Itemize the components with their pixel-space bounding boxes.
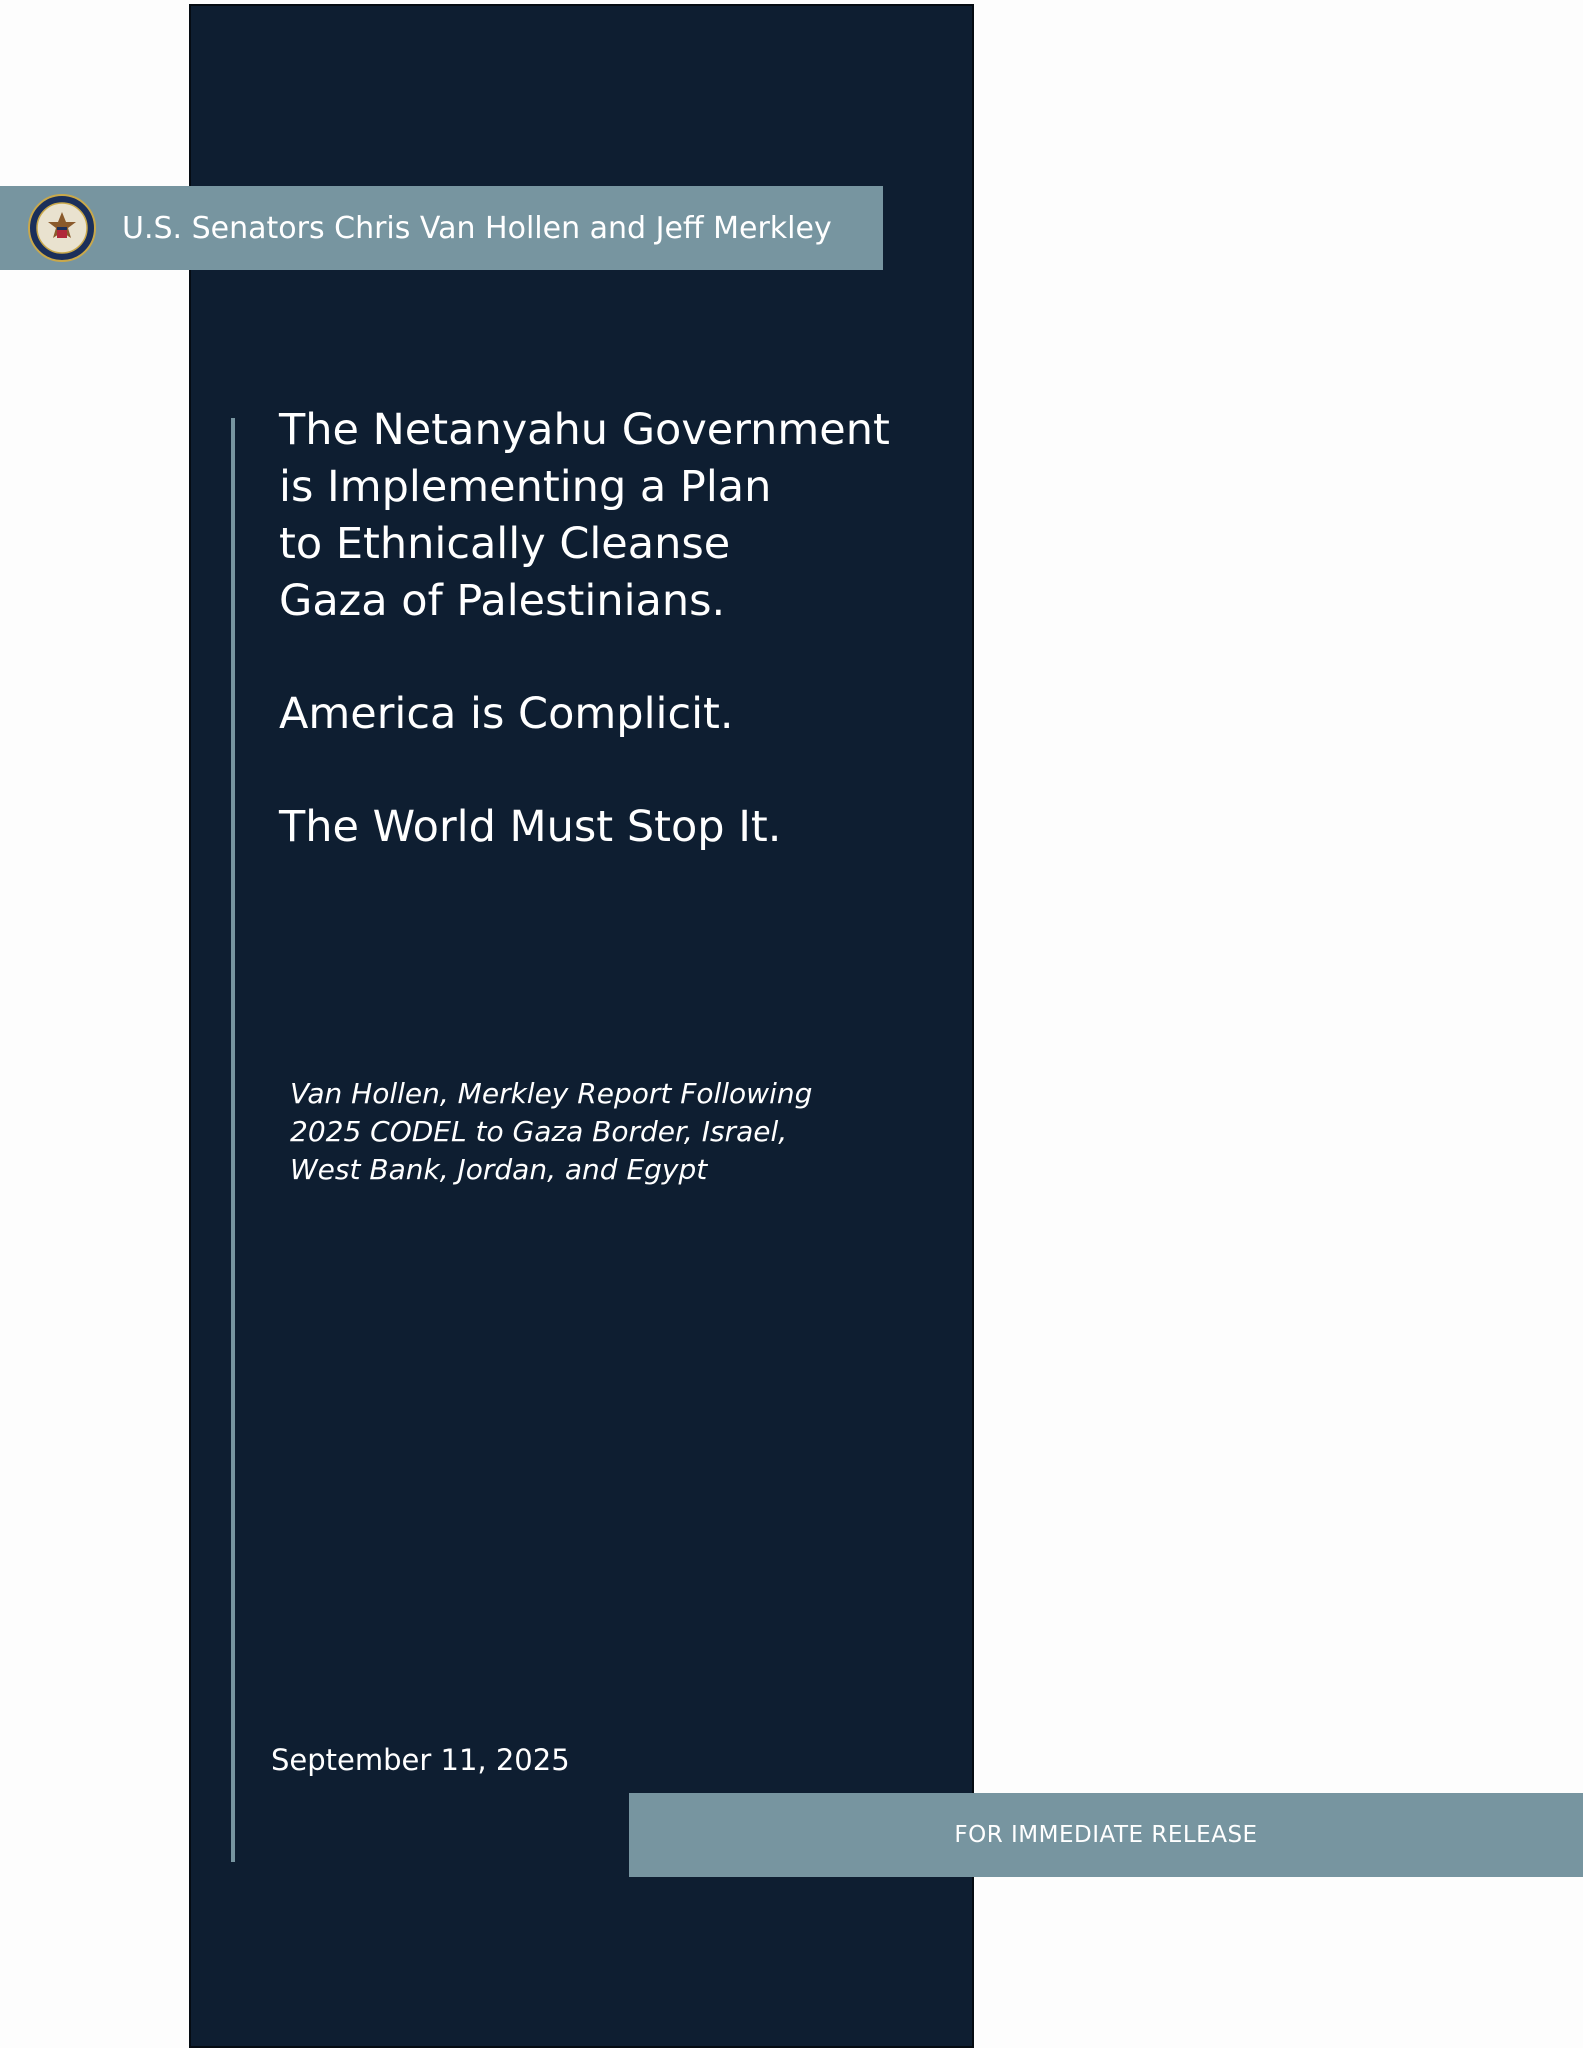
report-date: September 11, 2025 (271, 1743, 570, 1777)
headline-line: The Netanyahu Government (279, 405, 890, 455)
subtitle-line: Van Hollen, Merkley Report Following (290, 1077, 813, 1110)
senate-seal-icon (28, 194, 96, 262)
subtitle-line: West Bank, Jordan, and Egypt (290, 1153, 708, 1186)
release-label: FOR IMMEDIATE RELEASE (954, 1822, 1258, 1848)
headline-complicit: America is Complicit. (279, 689, 734, 739)
report-subtitle (290, 1075, 930, 1189)
headline (279, 402, 979, 856)
headline-stop: The World Must Stop It. (279, 802, 782, 852)
accent-divider (231, 418, 235, 1862)
header-title: U.S. Senators Chris Van Hollen and Jeff Merkley (122, 211, 832, 246)
headline-line: Gaza of Palestinians. (279, 576, 726, 626)
headline-line: is Implementing a Plan (279, 462, 772, 512)
subtitle-line: 2025 CODEL to Gaza Border, Israel, (290, 1115, 788, 1148)
headline-line: to Ethnically Cleanse (279, 519, 731, 569)
